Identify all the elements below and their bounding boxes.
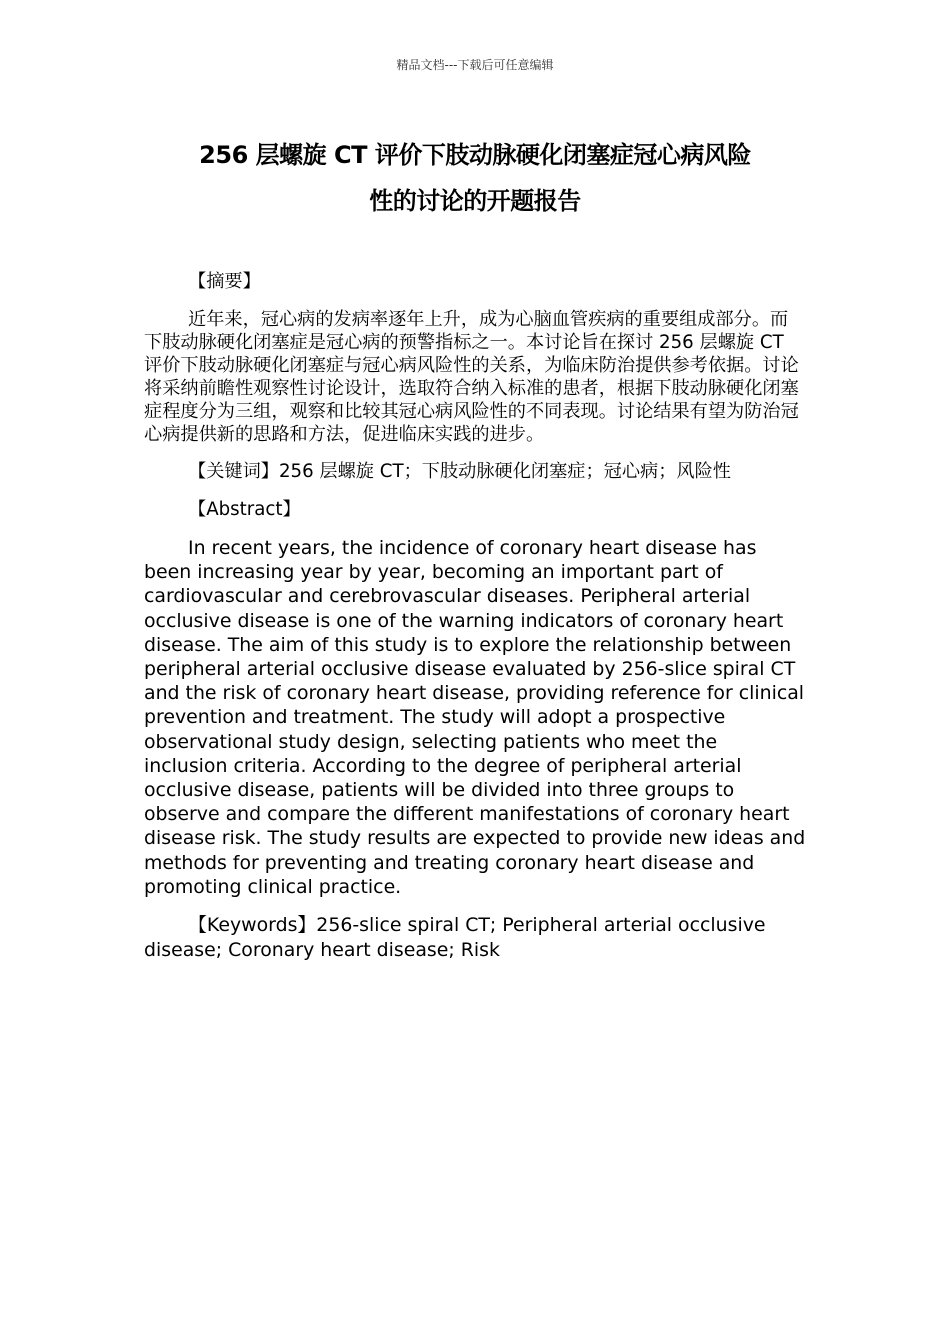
abstract-en-body: In recent years, the incidence of coronary heart disease has been increasing year by year, becoming an important part of cardiovascular and cerebrovascular diseases. Peripheral arterial occlusive disease is one of the warning indicators of coronary heart disease. The aim of this study is to explore the relationship between peripheral arterial occlusive disease evaluated by 256-slice spiral CT and the risk of coronary heart disease, providing reference for clinical prevention and treatment. The study will adopt a prospective observational study design, selecting patients who meet the inclusion criteria. According to the degree of peripheral arterial occlusive disease, patients will be divided into three groups to observe and compare the different manifestations of coronary heart disease risk. The study results are expected to provide new ideas and methods for preventing and treating coronary heart disease and promoting clinical practice. <box>144 537 806 898</box>
header-note: 精品文档---下载后可任意编辑 <box>396 58 554 72</box>
title-line-1: 256 层螺旋 CT 评价下肢动脉硬化闭塞症冠心病风险 <box>199 141 751 169</box>
abstract-zh-label: 【摘要】 <box>188 271 261 292</box>
keywords-zh: 【关键词】256 层螺旋 CT；下肢动脉硬化闭塞症；冠心病；风险性 <box>188 461 731 482</box>
abstract-zh-body: 近年来，冠心病的发病率逐年上升，成为心脑血管疾病的重要组成部分。而下肢动脉硬化闭塞症是冠心病的预警指标之一。本讨论旨在探讨 256 层螺旋 CT 评价下肢动脉硬化闭塞症与冠心病风险性的关系，为临床防治提供参考依据。讨论将采纳前瞻性观察性讨论设计，选取符合纳入标准的患者，根据下肢动脉硬化闭塞症程度分为三组，观察和比较其冠心病风险性的不同表现。讨论结果有望为防治冠心病提供新的思路和方法，促进临床实践的进步。 <box>144 309 799 445</box>
document-body <box>144 270 806 977</box>
abstract-en-label: 【Abstract】 <box>188 499 301 520</box>
document-title <box>120 132 830 224</box>
keywords-en: 【Keywords】256-slice spiral CT; Peripheral arterial occlusive disease; Coronary heart disease; Risk <box>144 914 766 962</box>
title-line-2: 性的讨论的开题报告 <box>369 187 581 215</box>
